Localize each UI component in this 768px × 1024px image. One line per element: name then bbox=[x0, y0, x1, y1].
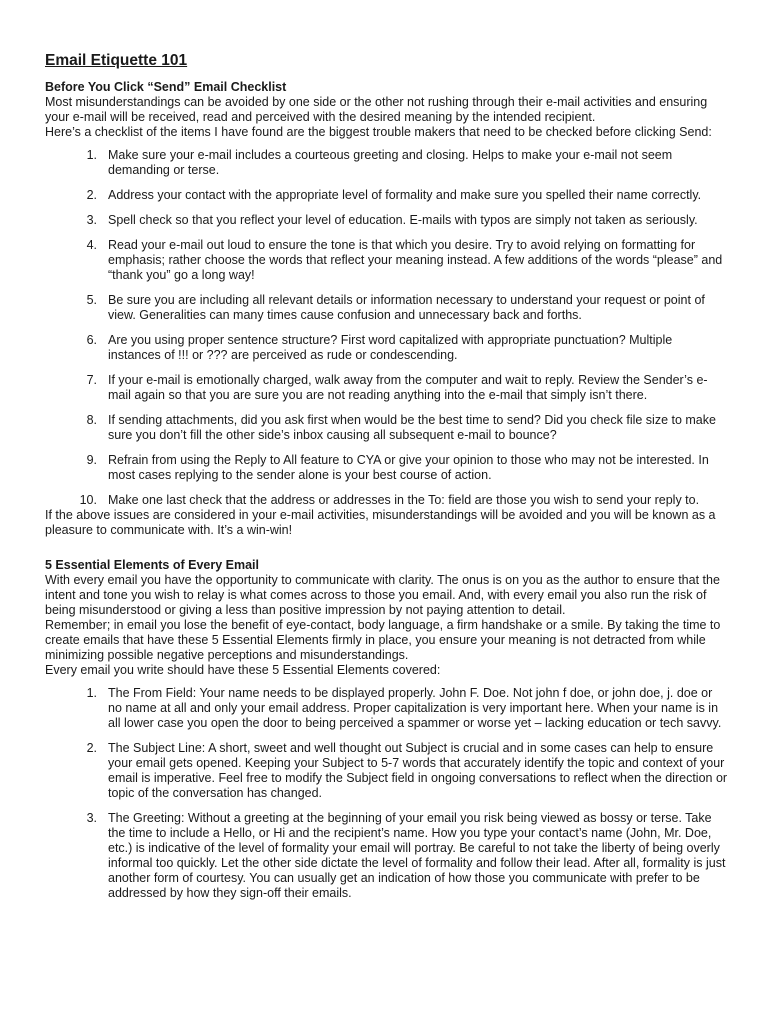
list-item bbox=[45, 188, 728, 203]
list-item bbox=[45, 741, 728, 801]
item-text: Be sure you are including all relevant details or information necessary to understand your request or point of view. Generalities can many times cause confusion and unnecessary back and forths. bbox=[108, 293, 705, 322]
item-number: 2. bbox=[86, 741, 97, 755]
list-item bbox=[45, 413, 728, 443]
item-text: If your e-mail is emotionally charged, walk away from the computer and wait to reply. Review the Sender’s e-mail again so that you are sure you are not reading anything into the e-mail that simply isn’t there. bbox=[108, 373, 708, 402]
outro-paragraph: If the above issues are considered in your e-mail activities, misunderstandings will be avoided and you will be known as a pleasure to communicate with. It’s a win-win! bbox=[45, 508, 716, 537]
item-number: 1. bbox=[86, 148, 97, 162]
item-number: 3. bbox=[86, 213, 97, 227]
item-text: The Subject Line: A short, sweet and well thought out Subject is crucial and in some cases can help to ensure your email gets opened. Keeping your Subject to 5-7 words that accurately identify the topic and context of your email is imperative. Feel free to modify the Subject field in ongoing conversations to reflect when the direction or topic of the conversation has changed. bbox=[108, 741, 728, 800]
list-item bbox=[45, 686, 728, 731]
item-text: Refrain from using the Reply to All feature to CYA or give your opinion to those who may not be interested. In most cases replying to the sender alone is your best course of action. bbox=[108, 453, 709, 482]
intro-paragraph: Here’s a checklist of the items I have found are the biggest trouble makers that need to be checked before clicking Send: bbox=[45, 125, 712, 139]
item-number: 9. bbox=[86, 453, 97, 467]
section-heading: Before You Click “Send” Email Checklist bbox=[45, 80, 287, 94]
list-item bbox=[45, 811, 728, 901]
item-text: Are you using proper sentence structure? First word capitalized with appropriate punctuation? Multiple instances of !!! or ??? are perceived as rude or condescending. bbox=[108, 333, 673, 362]
intro-paragraph: Remember; in email you lose the benefit of eye-contact, body language, a firm handshake or a smile. By taking the time to create emails that have these 5 Essential Elements firmly in place, you ensure your meaning is not detracted from while minimizing possible negative perceptions and misunderstandings. bbox=[45, 618, 721, 662]
checklist bbox=[45, 148, 728, 508]
section-heading: 5 Essential Elements of Every Email bbox=[45, 558, 259, 572]
item-text: The From Field: Your name needs to be displayed properly. John F. Doe. Not john f doe, or john doe, j. doe or no name at all and only your email address. Proper capitalization is very important here. When your name is in all lower case you open the door to being perceived a spammer or worse yet – lacking education or tech savvy. bbox=[108, 686, 722, 730]
intro-paragraph: With every email you have the opportunity to communicate with clarity. The onus is on you as the author to ensure that the intent and tone you wish to relay is what comes across to those you email. And, with every email you also run the risk of being misunderstood or giving a less than positive impression by not paying attention to detail. bbox=[45, 573, 720, 617]
list-item bbox=[45, 238, 728, 283]
item-number: 8. bbox=[86, 413, 97, 427]
item-text: Make one last check that the address or addresses in the To: field are those you wish to send your reply to. bbox=[108, 493, 700, 507]
item-number: 6. bbox=[86, 333, 97, 347]
document-title: Email Etiquette 101 bbox=[45, 52, 188, 69]
intro-paragraph: Most misunderstandings can be avoided by one side or the other not rushing through their e-mail activities and ensuring your e-mail will be received, read and perceived with the desired meaning by the intended recipient. bbox=[45, 95, 708, 124]
intro-paragraph: Every email you write should have these 5 Essential Elements covered: bbox=[45, 663, 441, 677]
section-essential-elements bbox=[45, 558, 728, 901]
item-number: 7. bbox=[86, 373, 97, 387]
list-item bbox=[45, 453, 728, 483]
item-text: Make sure your e-mail includes a courteous greeting and closing. Helps to make your e-mail not seem demanding or terse. bbox=[108, 148, 673, 177]
item-text: Read your e-mail out loud to ensure the tone is that which you desire. Try to avoid relying on formatting for emphasis; rather choose the words that reflect your meaning instead. A few additions of the words “please” and “thank you” go a long way! bbox=[108, 238, 723, 282]
list-item bbox=[45, 293, 728, 323]
list-item bbox=[45, 213, 728, 228]
list-item bbox=[45, 373, 728, 403]
item-text: Address your contact with the appropriate level of formality and make sure you spelled their name correctly. bbox=[108, 188, 702, 202]
section-checklist bbox=[45, 80, 728, 538]
item-number: 5. bbox=[86, 293, 97, 307]
list-item bbox=[45, 493, 728, 508]
item-number: 2. bbox=[86, 188, 97, 202]
item-number: 3. bbox=[86, 811, 97, 825]
item-number: 1. bbox=[86, 686, 97, 700]
item-text: The Greeting: Without a greeting at the beginning of your email you risk being viewed as bossy or terse. Take the time to include a Hello, or Hi and the recipient’s name. How you type your contact’s name (John, Mr. Doe, etc.) is indicative of the level of formality your email will portray. Be careful to not take the liberty of being overly informal too quickly. Let the other side dictate the level of formality and follow their lead. After all, formality is just another form of courtesy. You can usually get an indication of how those you communicate with prefer to be addressed by how they sign-off their emails. bbox=[108, 811, 726, 900]
list-item bbox=[45, 333, 728, 363]
item-text: If sending attachments, did you ask first when would be the best time to send? Did you check file size to make sure you don’t fill the other side’s inbox causing all subsequent e-mail to bounce? bbox=[108, 413, 716, 442]
item-number: 4. bbox=[86, 238, 97, 252]
item-number: 10. bbox=[79, 493, 97, 507]
elements-list bbox=[45, 686, 728, 901]
list-item bbox=[45, 148, 728, 178]
item-text: Spell check so that you reflect your level of education. E-mails with typos are simply not taken as seriously. bbox=[108, 213, 698, 227]
